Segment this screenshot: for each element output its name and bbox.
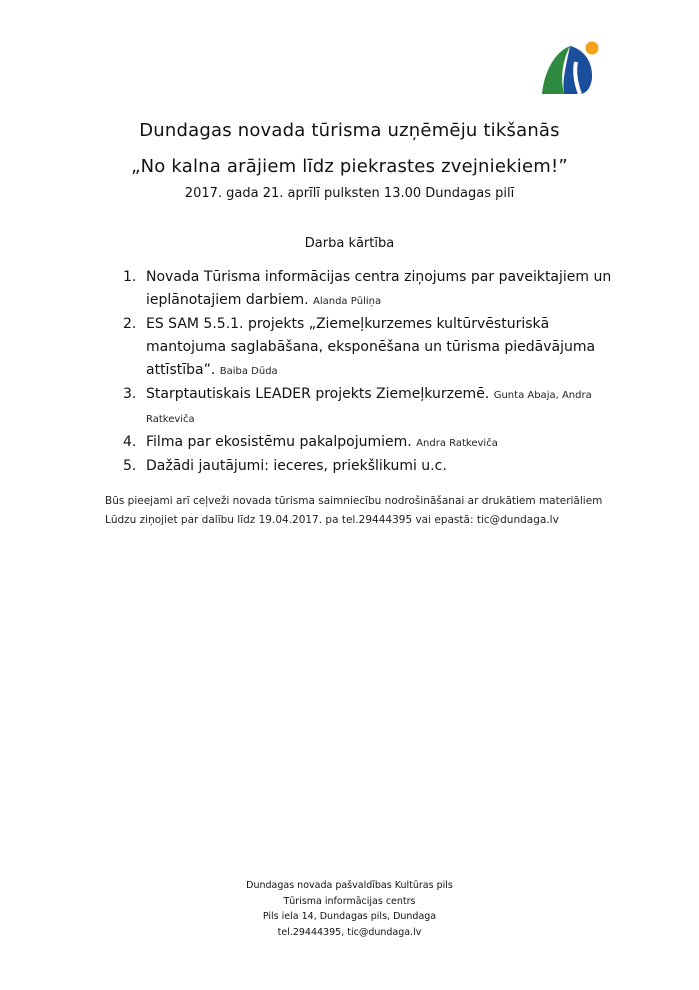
materials-note: Būs pieejami arī ceļveži novada tūrisma saimniecību nodrošināšanai ar drukātiem materiāliem bbox=[105, 495, 603, 507]
item-presenter: Andra Ratkeviča bbox=[416, 438, 498, 449]
rsvp-note: Lūdzu ziņojiet par dalību līdz 19.04.2017. pa tel.29444395 vai epastā: tic@dundaga.lv bbox=[105, 514, 559, 526]
item-presenter: Alanda Pūliņa bbox=[313, 296, 382, 307]
item-presenter: Baiba Dūda bbox=[219, 366, 278, 377]
footer-contacts bbox=[0, 878, 699, 940]
agenda-heading: Darba kārtība bbox=[304, 236, 395, 251]
item-text: Starptautiskais LEADER projekts Ziemeļkurzemē. bbox=[146, 386, 490, 402]
footer-organization: Dundagas novada pašvaldības Kultūras pils bbox=[246, 880, 453, 891]
item-number: 4. bbox=[123, 434, 137, 450]
footer-contact: tel.29444395, tic@dundaga.lv bbox=[277, 926, 422, 938]
list-item bbox=[112, 266, 622, 313]
event-datetime: 2017. gada 21. aprīlī pulksten 13.00 Dundagas pilī bbox=[184, 186, 515, 201]
footer-department: Tūrisma informācijas centrs bbox=[283, 895, 416, 907]
item-text: Dažādi jautājumi: ieceres, priekšlikumi u.c. bbox=[146, 458, 447, 474]
list-item bbox=[112, 431, 622, 455]
item-text: Novada Tūrisma informācijas centra ziņojums par paveiktajiem un ieplānotajiem darbiem. bbox=[146, 269, 612, 308]
event-motto: „No kalna arājiem līdz piekrastes zvejniekiem!” bbox=[131, 156, 568, 177]
list-item bbox=[112, 455, 622, 479]
tourism-info-logo-icon bbox=[540, 40, 602, 96]
logo-orange-dot bbox=[586, 42, 599, 55]
item-number: 5. bbox=[123, 458, 137, 474]
footer-address: Pils iela 14, Dundagas pils, Dundaga bbox=[262, 911, 437, 922]
item-text: ES SAM 5.5.1. projekts „Ziemeļkurzemes kultūrvēsturiskā mantojuma saglabāšana, eksponēšana un tūrisma piedāvājuma attīstība”. bbox=[146, 316, 596, 378]
list-item bbox=[112, 313, 622, 383]
agenda-list bbox=[112, 266, 622, 479]
item-number: 2. bbox=[123, 316, 137, 332]
page-title: Dundagas novada tūrisma uzņēmēju tikšanās bbox=[139, 120, 560, 141]
list-item bbox=[112, 383, 622, 431]
registration-note bbox=[105, 492, 665, 530]
item-presenter: Gunta Abaja, Andra Ratkeviča bbox=[146, 390, 592, 425]
item-text: Filma par ekosistēmu pakalpojumiem. bbox=[146, 434, 412, 450]
item-number: 1. bbox=[123, 269, 137, 285]
item-number: 3. bbox=[123, 386, 137, 402]
